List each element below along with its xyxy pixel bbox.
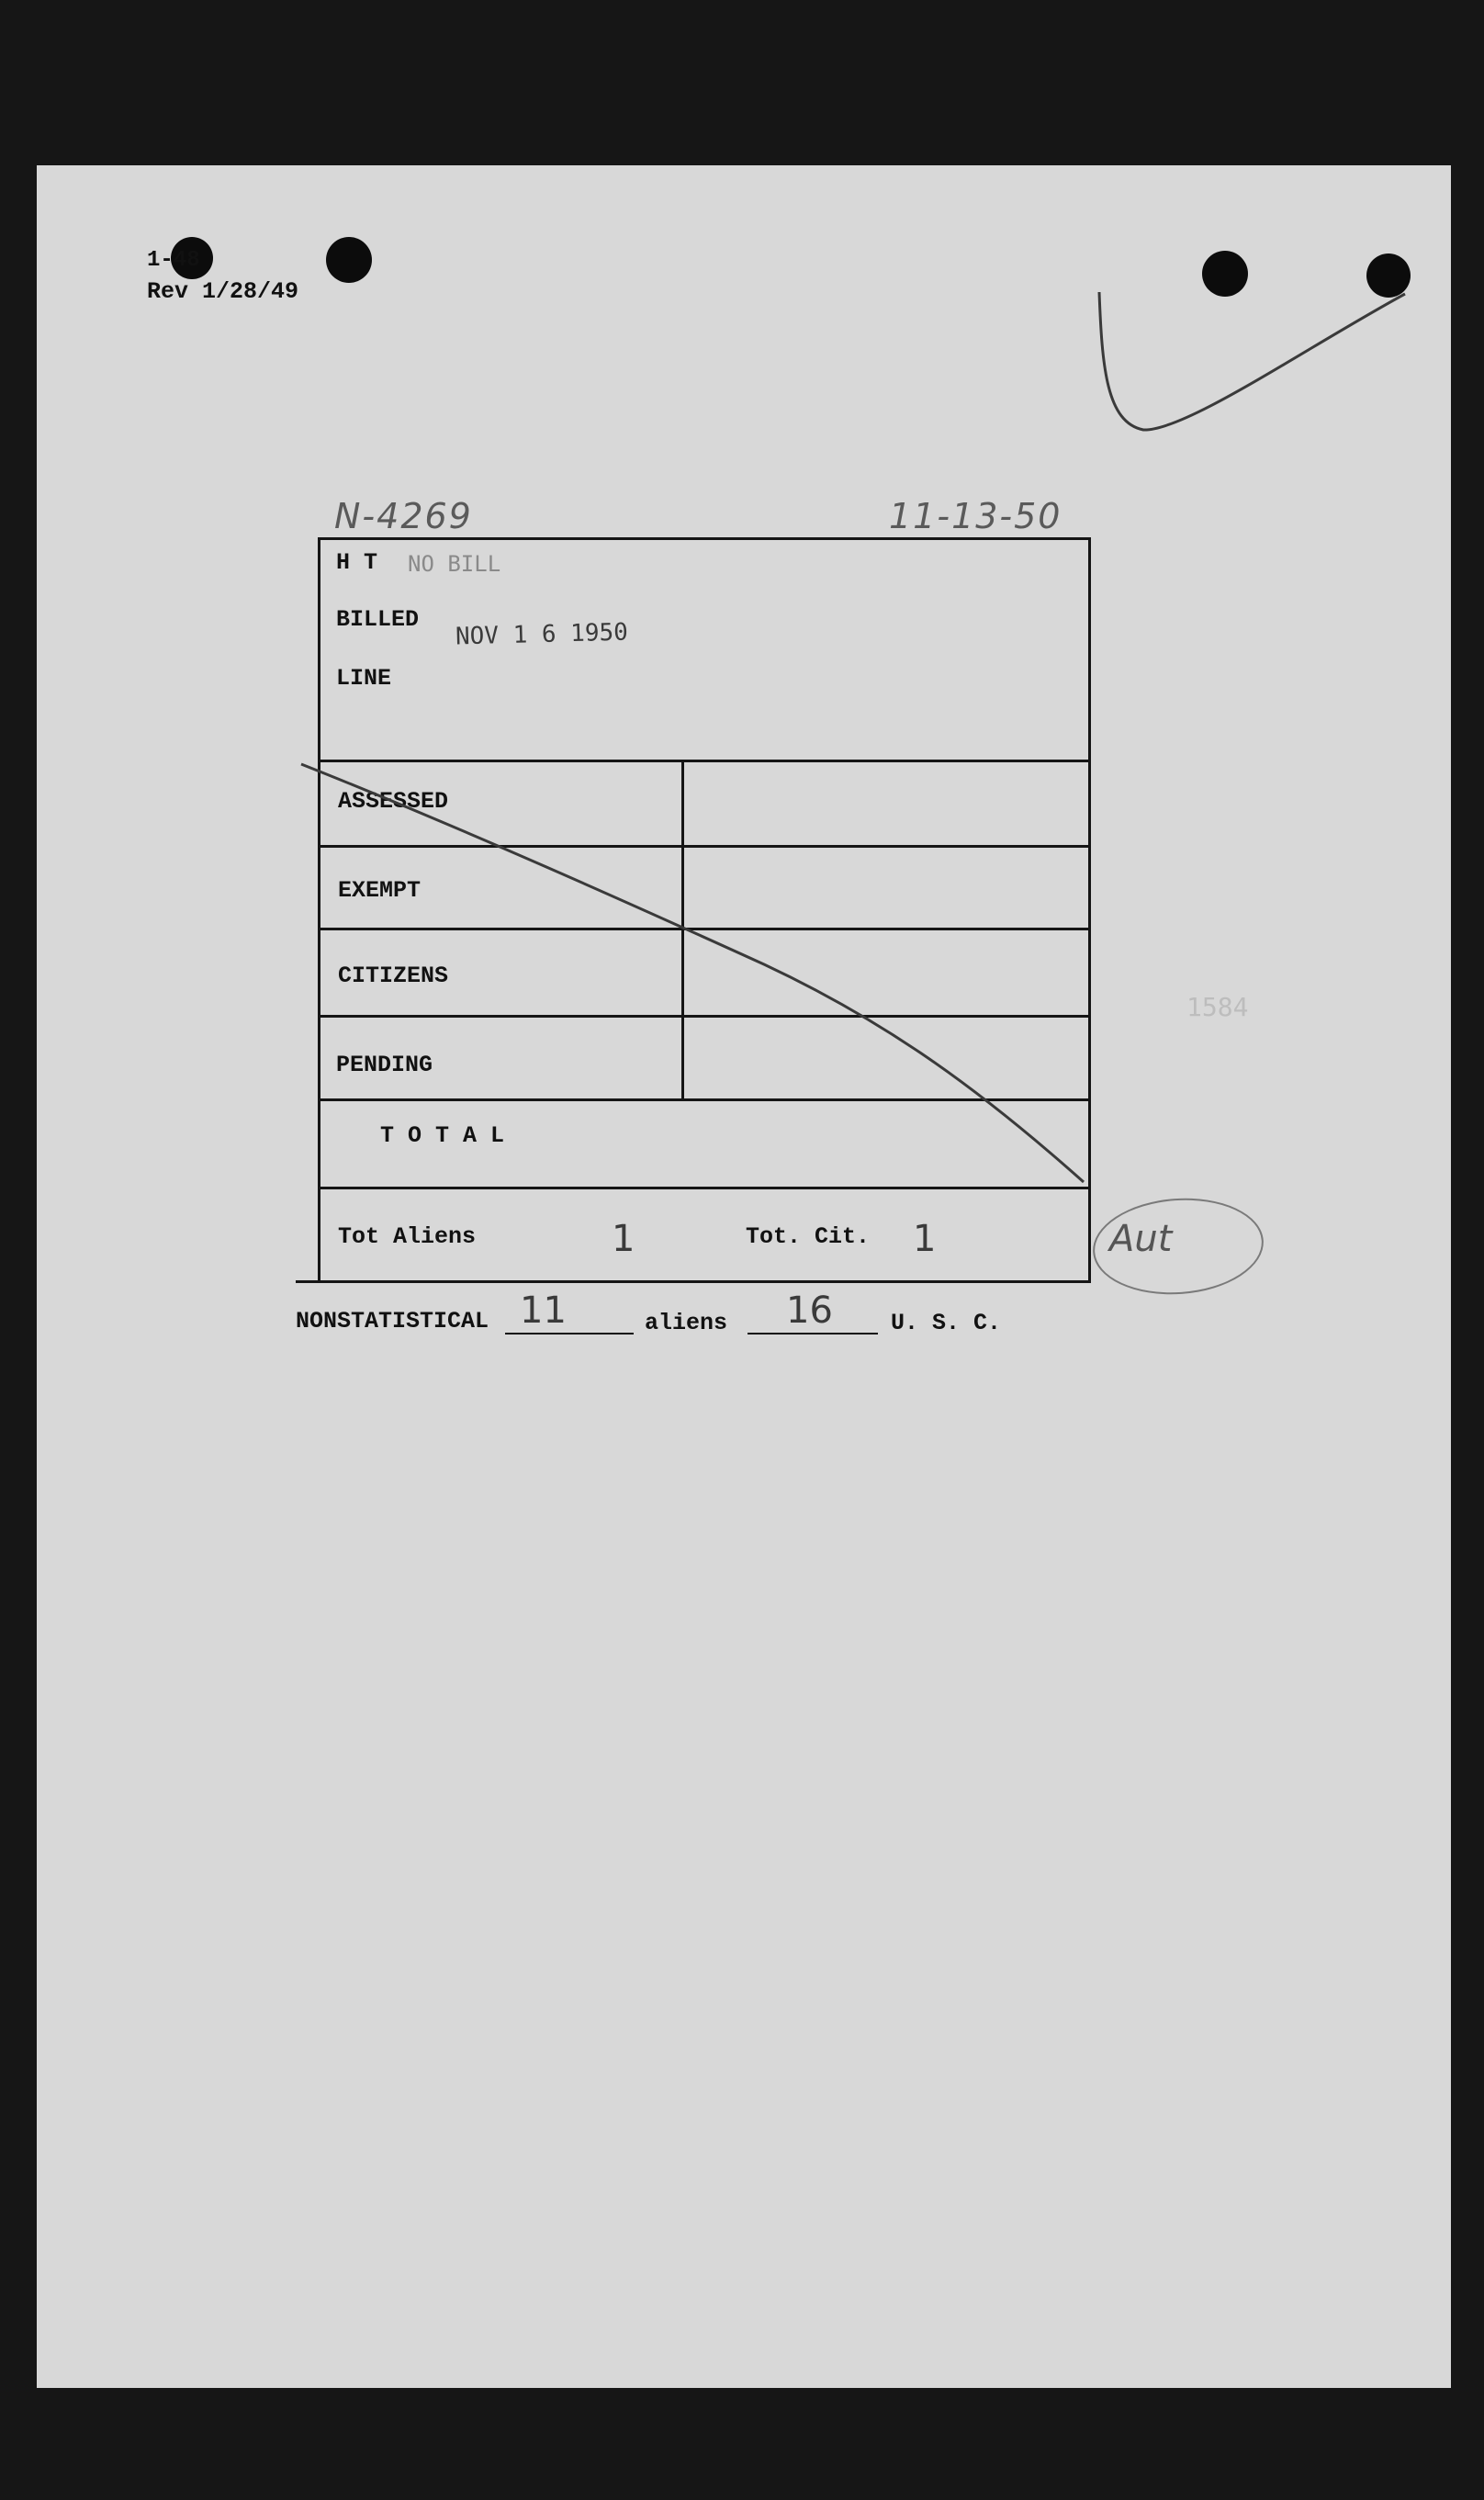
aliens-label: aliens bbox=[645, 1310, 728, 1336]
tot-aliens-value: 1 bbox=[612, 1218, 635, 1260]
tot-cit-label: Tot. Cit. bbox=[746, 1223, 871, 1250]
punch-hole bbox=[1202, 251, 1248, 297]
row-label-exempt: EXEMPT bbox=[338, 877, 422, 904]
row-label-citizens: CITIZENS bbox=[338, 963, 449, 989]
usc-blank-line bbox=[748, 1333, 878, 1334]
divider bbox=[318, 1098, 1091, 1101]
faint-number-mark: 1584 bbox=[1186, 992, 1249, 1022]
nonstatistical-label: NONSTATISTICAL bbox=[296, 1308, 489, 1334]
divider bbox=[318, 1187, 1091, 1189]
tot-cit-value: 1 bbox=[913, 1218, 937, 1260]
nonstatistical-usc-value: 16 bbox=[786, 1289, 833, 1332]
divider bbox=[318, 845, 1091, 848]
billed-date-stamp: NOV 1 6 1950 bbox=[455, 618, 629, 651]
billed-label: BILLED bbox=[336, 606, 420, 633]
form-number: 1-48 bbox=[147, 248, 200, 273]
row-label-assessed: ASSESSED bbox=[338, 788, 449, 815]
punch-hole bbox=[326, 237, 372, 283]
aliens-blank-line bbox=[505, 1333, 634, 1334]
base-line bbox=[296, 1280, 1091, 1283]
column-divider bbox=[681, 760, 684, 1101]
line-label: LINE bbox=[336, 665, 392, 692]
date-handwritten: 11-13-50 bbox=[889, 496, 1062, 536]
ht-label: H T bbox=[336, 549, 378, 576]
no-bill-stamp: NO BILL bbox=[408, 551, 501, 577]
tot-aliens-label: Tot Aliens bbox=[338, 1223, 477, 1250]
row-label-pending: PENDING bbox=[336, 1052, 433, 1078]
file-number-handwritten: N-4269 bbox=[334, 496, 473, 536]
divider bbox=[318, 1015, 1091, 1018]
divider bbox=[318, 760, 1091, 762]
usc-label: U. S. C. bbox=[891, 1310, 1002, 1336]
punch-hole bbox=[1366, 253, 1411, 298]
nonstatistical-aliens-value: 11 bbox=[520, 1289, 567, 1332]
statistics-form bbox=[318, 537, 1091, 1283]
total-label: T O T A L bbox=[380, 1122, 505, 1149]
form-revision: Rev 1/28/49 bbox=[147, 278, 299, 305]
initials-handwritten: Aut bbox=[1109, 1218, 1173, 1260]
divider bbox=[318, 928, 1091, 930]
